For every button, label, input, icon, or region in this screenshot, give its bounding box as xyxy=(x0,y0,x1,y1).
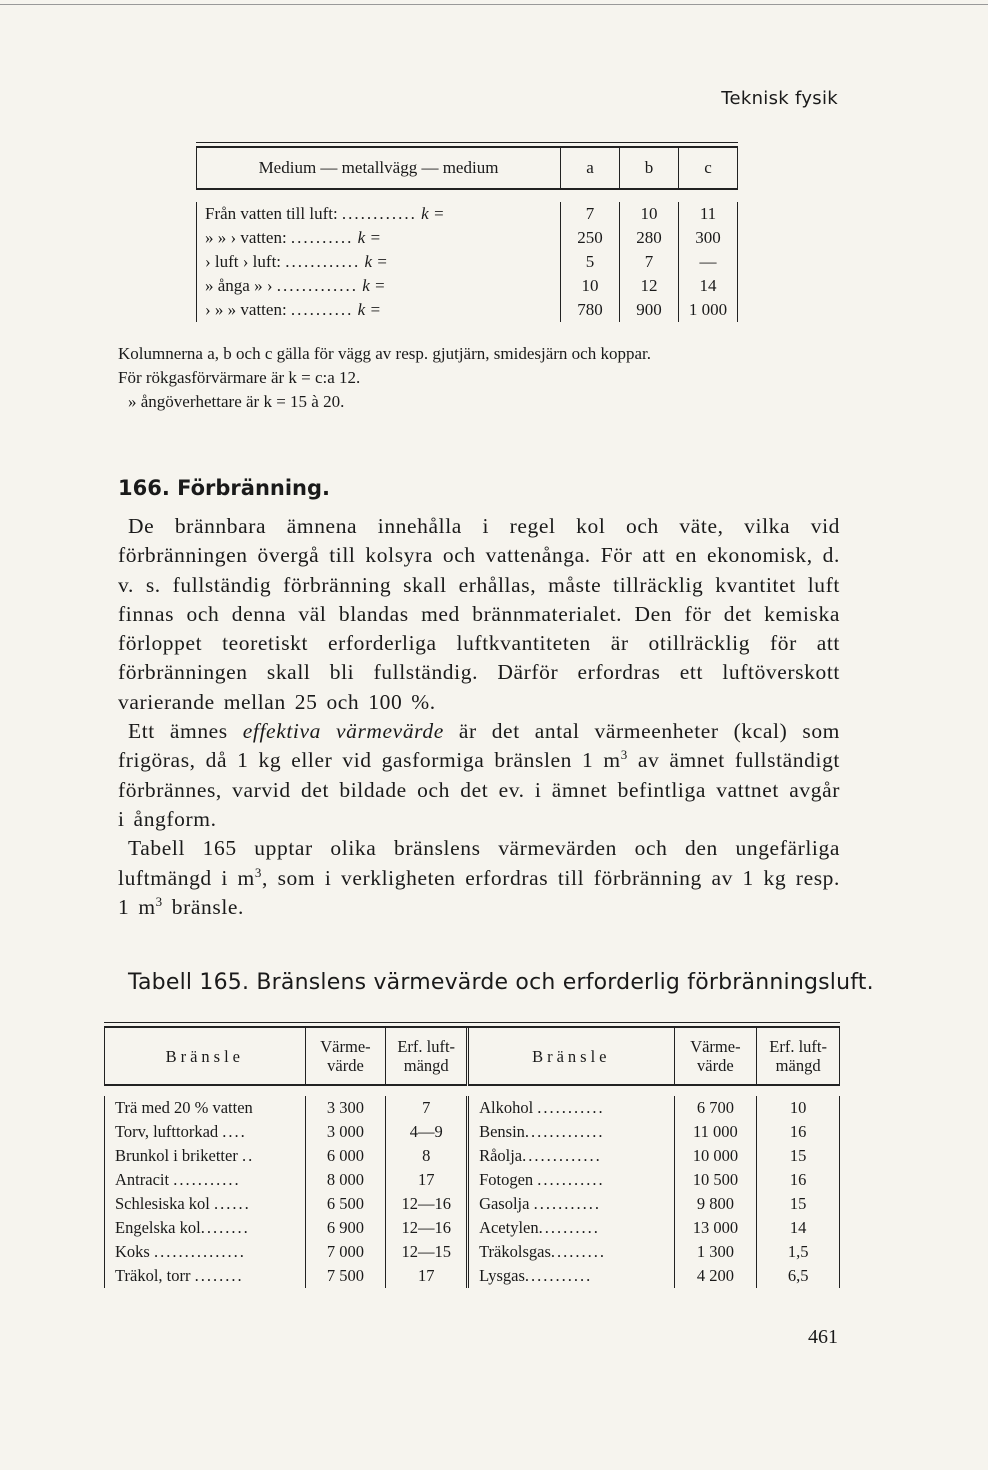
table-row xyxy=(197,226,738,250)
fuel-name-header: Bränsle xyxy=(468,1028,674,1085)
fuel-name: Alkohol ........... xyxy=(468,1096,674,1120)
cell-a: 7 xyxy=(561,202,620,226)
row-label: » » › vatten: .......... k = xyxy=(197,226,561,250)
note-line: » ångöverhettare är k = 15 à 20. xyxy=(128,392,345,411)
body-text xyxy=(118,512,840,922)
page-number: 461 xyxy=(808,1326,838,1348)
table-row xyxy=(197,250,738,274)
heat-value: 8 000 xyxy=(305,1168,386,1192)
air-amount: 16 xyxy=(757,1168,840,1192)
note-line: Kolumnerna a, b och c gälla för vägg av resp. gjutjärn, smidesjärn och koppar. xyxy=(118,344,651,363)
air-header: Erf. luft- mängd xyxy=(757,1028,840,1085)
fuel-name: Acetylen.......... xyxy=(468,1216,674,1240)
table-row xyxy=(105,1120,840,1144)
heat-value: 6 500 xyxy=(305,1192,386,1216)
paragraph: Ett ämnes effektiva värmevärde är det antal värmeenheter (kcal) som frigöras, då 1 kg eller vid gasformiga bränslen 1 $m^3$ av ämnet fullständigt förbrännes, varvid det bildade och det ev. i ämnet befintliga vattnet avgår i ångform. xyxy=(118,719,840,831)
heat-value: 6 900 xyxy=(305,1216,386,1240)
fuel-name: Engelska kol........ xyxy=(105,1216,306,1240)
note-line: För rökgasförvärmare är k = c:a 12. xyxy=(118,368,361,387)
heat-value: 10 500 xyxy=(674,1168,757,1192)
row-label: › » » vatten: .......... k = xyxy=(197,298,561,322)
table-row xyxy=(105,1216,840,1240)
fuel-name: Fotogen ........... xyxy=(468,1168,674,1192)
table-row xyxy=(105,1240,840,1264)
air-amount: 1,5 xyxy=(757,1240,840,1264)
table-caption: Tabell 165. Bränslens värmevärde och erforderlig förbränningsluft. xyxy=(128,970,874,995)
value-header: Värme- värde xyxy=(305,1028,386,1085)
table-row xyxy=(197,274,738,298)
table-row xyxy=(105,1264,840,1288)
paragraph: Tabell 165 upptar olika bränslens värmevärden och den ungefärliga luftmängd i $m^3$, som i verkligheten erfordras till förbränning av 1 kg resp. 1 $m^3$ bränsle. xyxy=(118,836,841,919)
fuel-name: Schlesiska kol ...... xyxy=(105,1192,306,1216)
fuel-name: Gasolja ........... xyxy=(468,1192,674,1216)
cell-c: 11 xyxy=(679,202,738,226)
table-notes xyxy=(118,342,651,414)
air-amount: 4—9 xyxy=(386,1120,468,1144)
row-label: › luft › luft: ............ k = xyxy=(197,250,561,274)
heat-value: 7 000 xyxy=(305,1240,386,1264)
table-row xyxy=(197,298,738,322)
air-amount: 14 xyxy=(757,1216,840,1240)
air-amount: 8 xyxy=(386,1144,468,1168)
fuel-name: Bensin............. xyxy=(468,1120,674,1144)
air-amount: 12—15 xyxy=(386,1240,468,1264)
air-amount: 12—16 xyxy=(386,1192,468,1216)
air-amount: 15 xyxy=(757,1144,840,1168)
fuel-name: Brunkol i briketter .. xyxy=(105,1144,306,1168)
heat-transfer-table xyxy=(196,142,738,322)
col-a-header: a xyxy=(561,148,620,189)
running-header: Teknisk fysik xyxy=(721,88,838,109)
table-header-row xyxy=(197,148,738,189)
cell-b: 900 xyxy=(620,298,679,322)
section-title: 166. Förbränning. xyxy=(118,476,331,500)
emphasis: effektiva värmevärde xyxy=(242,719,444,744)
air-amount: 10 xyxy=(757,1096,840,1120)
row-label: Från vatten till luft: ............ k = xyxy=(197,202,561,226)
fuel-name-header: Bränsle xyxy=(105,1028,306,1085)
heat-value: 7 500 xyxy=(305,1264,386,1288)
table-row xyxy=(197,202,738,226)
cell-b: 7 xyxy=(620,250,679,274)
cell-c: 300 xyxy=(679,226,738,250)
air-amount: 15 xyxy=(757,1192,840,1216)
air-amount: 17 xyxy=(386,1264,468,1288)
cell-a: 250 xyxy=(561,226,620,250)
cell-b: 10 xyxy=(620,202,679,226)
air-amount: 17 xyxy=(386,1168,468,1192)
value-header: Värme- värde xyxy=(674,1028,757,1085)
cell-c: 1 000 xyxy=(679,298,738,322)
heat-value: 10 000 xyxy=(674,1144,757,1168)
table-row xyxy=(105,1096,840,1120)
col-b-header: b xyxy=(620,148,679,189)
fuel-name: Torv, lufttorkad .... xyxy=(105,1120,306,1144)
col-c-header: c xyxy=(679,148,738,189)
fuel-name: Träkol, torr ........ xyxy=(105,1264,306,1288)
heat-value: 6 000 xyxy=(305,1144,386,1168)
cell-a: 780 xyxy=(561,298,620,322)
row-label: » ånga » › ............. k = xyxy=(197,274,561,298)
air-amount: 12—16 xyxy=(386,1216,468,1240)
fuel-name: Lysgas........... xyxy=(468,1264,674,1288)
fuel-name: Träkolsgas......... xyxy=(468,1240,674,1264)
fuel-name: Trä med 20 % vatten xyxy=(105,1096,306,1120)
table-row xyxy=(105,1144,840,1168)
cell-a: 10 xyxy=(561,274,620,298)
fuel-table xyxy=(104,1022,840,1288)
cell-a: 5 xyxy=(561,250,620,274)
heat-value: 9 800 xyxy=(674,1192,757,1216)
air-amount: 6,5 xyxy=(757,1264,840,1288)
air-amount: 16 xyxy=(757,1120,840,1144)
cell-c: 14 xyxy=(679,274,738,298)
fuel-name: Koks ............... xyxy=(105,1240,306,1264)
fuel-name: Råolja............. xyxy=(468,1144,674,1168)
heat-value: 4 200 xyxy=(674,1264,757,1288)
air-header: Erf. luft- mängd xyxy=(386,1028,468,1085)
top-rule xyxy=(0,4,988,5)
cell-c: — xyxy=(679,250,738,274)
heat-value: 6 700 xyxy=(674,1096,757,1120)
fuel-name: Antracit ........... xyxy=(105,1168,306,1192)
medium-header: Medium — metallvägg — medium xyxy=(197,148,561,189)
heat-value: 13 000 xyxy=(674,1216,757,1240)
table-header-row xyxy=(105,1028,840,1085)
heat-value: 1 300 xyxy=(674,1240,757,1264)
table-row xyxy=(105,1168,840,1192)
cell-b: 280 xyxy=(620,226,679,250)
air-amount: 7 xyxy=(386,1096,468,1120)
cell-b: 12 xyxy=(620,274,679,298)
heat-value: 3 000 xyxy=(305,1120,386,1144)
heat-value: 3 300 xyxy=(305,1096,386,1120)
heat-value: 11 000 xyxy=(674,1120,757,1144)
paragraph: De brännbara ämnena innehålla i regel kol och väte, vilka vid förbränningen övergå till kolsyra och vattenånga. För att en ekonomisk, d. v. s. fullständig förbränning skall erhållas, måste tillräcklig kvantitet luft finnas och denna väl blandas med brännmaterialet. Den för det kemiska förloppet teoretiskt erforderliga luftkvantiteten är otillräcklig för att förbränningen skall bli fullständig. Därför erfordras ett luftöverskott varierande mellan 25 och 100 %. xyxy=(118,514,840,714)
table-row xyxy=(105,1192,840,1216)
